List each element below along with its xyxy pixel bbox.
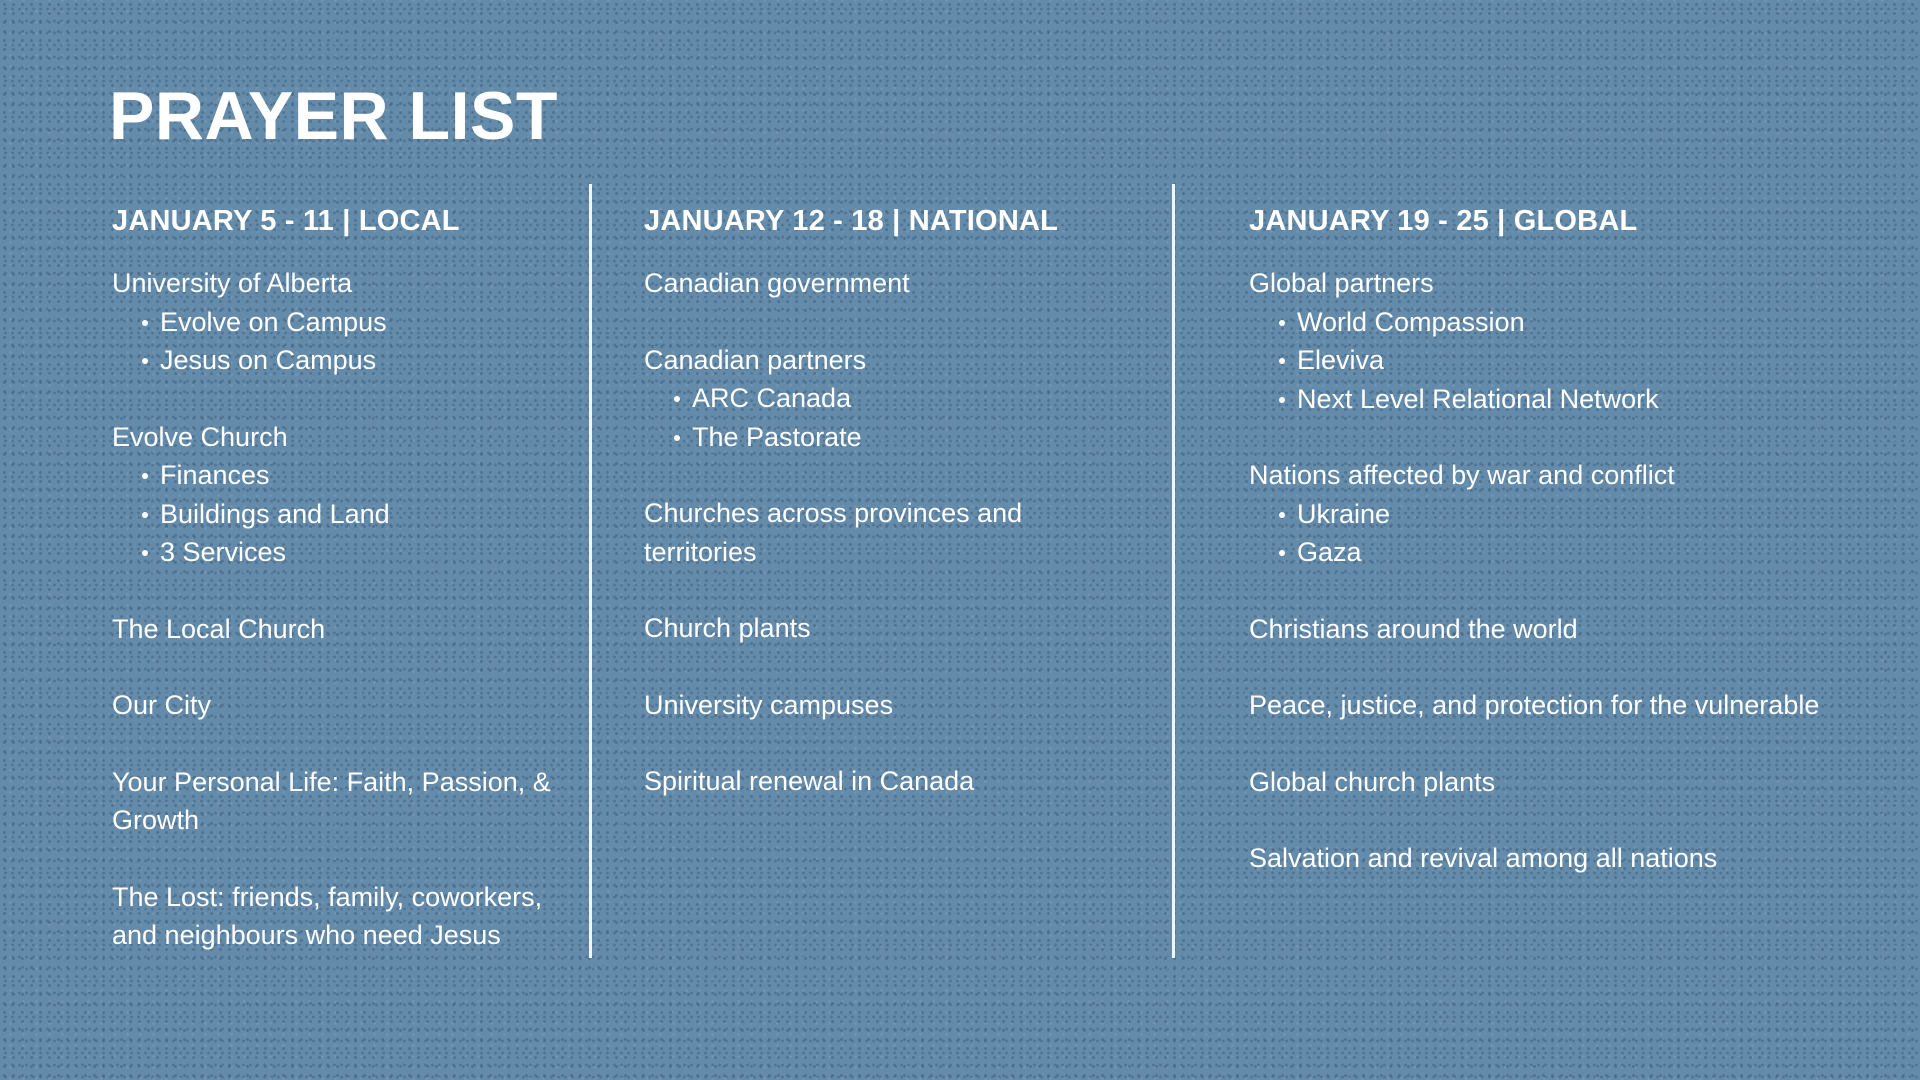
prayer-entry bbox=[644, 762, 1114, 801]
prayer-entry-label: Salvation and revival among all nations bbox=[1249, 843, 1718, 873]
page-title: PRAYER LIST bbox=[109, 78, 558, 154]
prayer-entry-label: Nations affected by war and conflict bbox=[1249, 460, 1675, 490]
prayer-subitem: The Pastorate bbox=[672, 418, 1114, 457]
prayer-subitem: Next Level Relational Network bbox=[1277, 380, 1889, 419]
column-local bbox=[112, 200, 552, 993]
column-divider-2 bbox=[1172, 184, 1175, 958]
prayer-entry-label: Our City bbox=[112, 690, 212, 720]
prayer-entry bbox=[112, 878, 552, 955]
prayer-entry bbox=[1249, 686, 1889, 725]
prayer-entry-label: Peace, justice, and protection for the vulnerable bbox=[1249, 690, 1820, 720]
prayer-entry bbox=[644, 264, 1114, 303]
prayer-subitem: World Compassion bbox=[1277, 303, 1889, 342]
prayer-subitem: Buildings and Land bbox=[140, 495, 552, 534]
prayer-subitem: Evolve on Campus bbox=[140, 303, 552, 342]
prayer-entry bbox=[112, 610, 552, 649]
prayer-entry bbox=[1249, 839, 1889, 878]
prayer-subitem: Gaza bbox=[1277, 533, 1889, 572]
prayer-sublist bbox=[644, 379, 1114, 456]
prayer-entry-label: Christians around the world bbox=[1249, 613, 1578, 644]
prayer-subitem: ARC Canada bbox=[672, 379, 1114, 418]
column-heading-national: JANUARY 12 - 18 | NATIONAL bbox=[644, 205, 1059, 237]
prayer-entry-label: University of Alberta bbox=[112, 268, 353, 298]
column-heading-global: JANUARY 19 - 25 | GLOBAL bbox=[1249, 205, 1638, 237]
prayer-subitem: Finances bbox=[140, 456, 552, 495]
prayer-sublist bbox=[1249, 495, 1889, 572]
column-divider-1 bbox=[589, 184, 592, 958]
prayer-entry bbox=[1249, 264, 1889, 418]
prayer-subitem: 3 Services bbox=[140, 533, 552, 572]
prayer-subitem: Ukraine bbox=[1277, 495, 1889, 534]
prayer-entry bbox=[1249, 763, 1889, 802]
prayer-entry-label: Canadian government bbox=[644, 268, 910, 298]
prayer-entry-label: Canadian partners bbox=[644, 344, 867, 375]
prayer-entry-label: The Lost: friends, family, coworkers, and neighbours who need Jesus bbox=[112, 881, 543, 950]
prayer-entry bbox=[644, 686, 1114, 725]
prayer-entry bbox=[1249, 456, 1889, 572]
prayer-entry bbox=[112, 418, 552, 572]
prayer-entry-label: Churches across provinces and territories bbox=[644, 498, 1023, 567]
column-global bbox=[1249, 200, 1889, 916]
prayer-entry bbox=[1249, 610, 1889, 649]
prayer-sublist bbox=[1249, 303, 1889, 419]
prayer-entry-label: Spiritual renewal in Canada bbox=[644, 766, 975, 796]
prayer-sublist bbox=[112, 303, 552, 380]
prayer-entry-label: Your Personal Life: Faith, Passion, & Growth bbox=[112, 766, 551, 835]
prayer-entry bbox=[112, 763, 552, 840]
prayer-entry bbox=[644, 609, 1114, 648]
prayer-entry-label: Global church plants bbox=[1249, 766, 1496, 797]
column-national bbox=[644, 200, 1114, 839]
column-heading-local: JANUARY 5 - 11 | LOCAL bbox=[112, 205, 460, 237]
prayer-sublist bbox=[112, 456, 552, 572]
prayer-entry-label: Global partners bbox=[1249, 268, 1434, 298]
prayer-entry bbox=[644, 494, 1114, 571]
prayer-entry-label: University campuses bbox=[644, 689, 894, 720]
prayer-entry bbox=[112, 686, 552, 725]
prayer-entry-label: Evolve Church bbox=[112, 421, 288, 452]
prayer-entry-label: Church plants bbox=[644, 613, 811, 643]
prayer-entry bbox=[112, 264, 552, 380]
prayer-subitem: Jesus on Campus bbox=[140, 341, 552, 380]
prayer-subitem: Eleviva bbox=[1277, 341, 1889, 380]
prayer-entry bbox=[644, 341, 1114, 457]
prayer-entry-label: The Local Church bbox=[112, 613, 326, 644]
